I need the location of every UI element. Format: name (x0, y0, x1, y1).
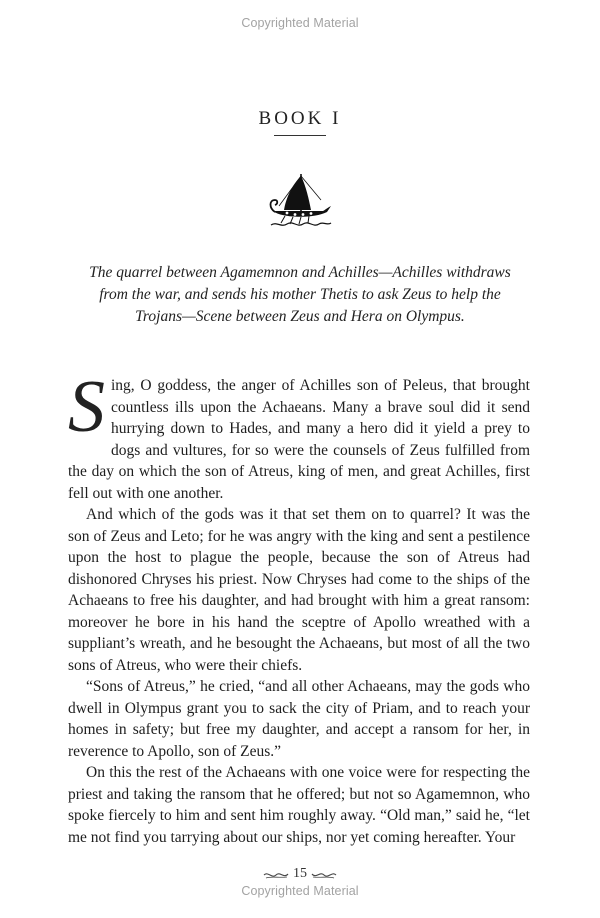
paragraph-1 (68, 366, 530, 504)
title-rule (274, 135, 326, 136)
body-text (68, 366, 530, 848)
watermark-bottom: Copyrighted Material (241, 884, 359, 898)
paragraph-4: On this the rest of the Achaeans with one voice were for respecting the priest and taking the ransom that he offered; but not so Agamemnon, who spoke fiercely to him and sent him roughly away. “Old man,” said he, “let me not find you tarrying about our ships, nor yet coming hereafter. Your (68, 764, 530, 846)
page-number: 15 (293, 866, 307, 881)
watermark-top: Copyrighted Material (241, 16, 359, 30)
left-flourish-icon (263, 868, 289, 880)
page-folio (0, 864, 600, 884)
paragraph-1-text: ing, O goddess, the anger of Achilles son of Peleus, that brought countless ills upon the Achaeans. Many a brave soul did it send hurrying down to Hades, and many a hero did it yield a prey to dogs and vultures, for so were the counsels of Zeus fulfilled from the day on which the son of Atreus, king of men, and great Achilles, first fell out with one another. (68, 377, 530, 502)
ship-icon (265, 170, 335, 230)
chapter-argument: The quarrel between Agamemnon and Achilles—Achilles withdraws from the war, and sends his mother Thetis to ask Zeus to help the Trojans—Scene between Zeus and Hera on Olympus. (89, 264, 511, 325)
book-title: BOOK I (258, 108, 342, 129)
drop-cap: S (68, 366, 105, 448)
right-flourish-icon (311, 868, 337, 880)
paragraph-2: And which of the gods was it that set them on to quarrel? It was the son of Zeus and Leto; for he was angry with the king and sent a pestilence upon the host to plague the people, because the son of Atreus had dishonored Chryses his priest. Now Chryses had come to the ships of the Achaeans to free his daughter, and had brought with him a great ransom: moreover he bore in his hand the sceptre of Apollo wreathed with a suppliant’s wreath, and he besought the Achaeans, but most of all the two sons of Atreus, who were their chiefs. (68, 506, 530, 674)
paragraph-3: “Sons of Atreus,” he cried, “and all other Achaeans, may the gods who dwell in Olympus grant you to sack the city of Priam, and to reach your homes in safety; but free my daughter, and accept a ransom for her, in reverence to Apollo, son of Zeus.” (68, 678, 530, 760)
